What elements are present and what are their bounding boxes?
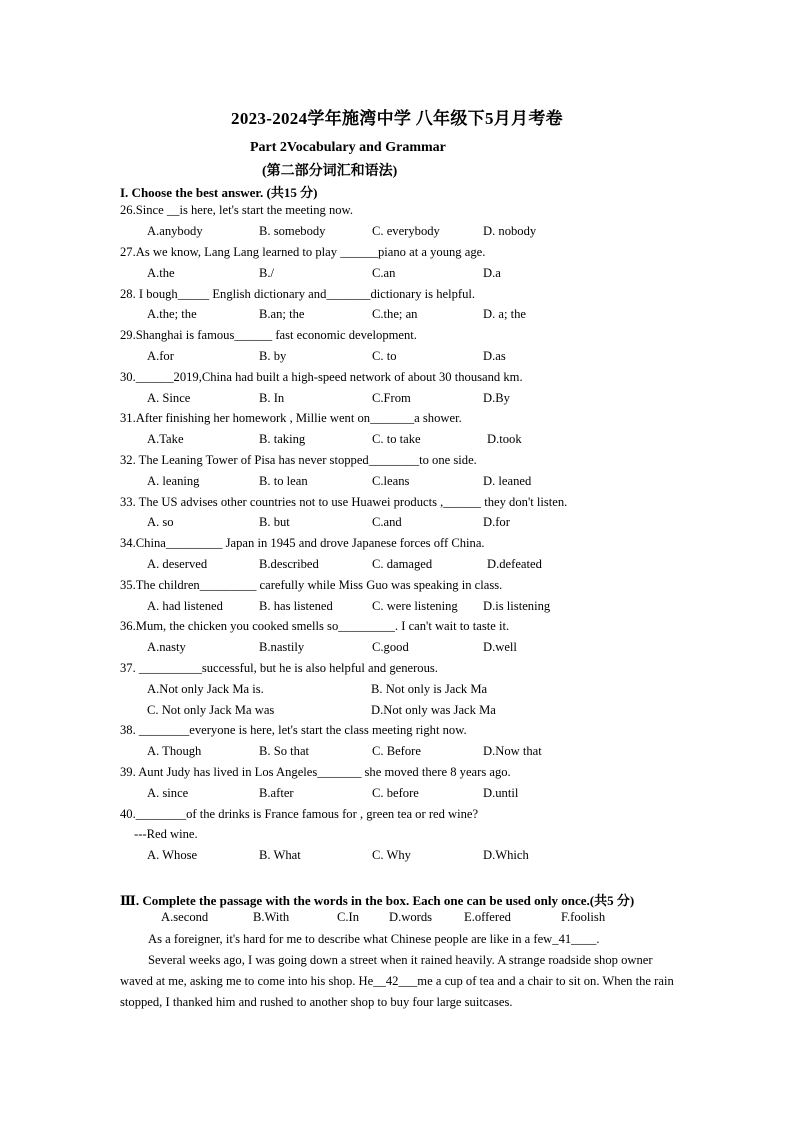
word-box-item: C.In (337, 910, 360, 924)
question-27-options (147, 266, 687, 284)
question-34-options (147, 557, 687, 575)
option-c: C. damaged (372, 557, 433, 571)
option-c: C. before (372, 786, 419, 800)
option-c: C. to (372, 349, 397, 363)
option-b: B. taking (259, 432, 306, 446)
question-33-options (147, 515, 687, 533)
option-a: A. had listened (147, 599, 223, 613)
option-a: A. since (147, 786, 189, 800)
option-d: D.By (483, 391, 510, 405)
question-35-stem: 35.The children_________ carefully while Miss Guo was speaking in class. (120, 578, 503, 592)
question-37-options-row1 (147, 682, 687, 700)
option-b: B. Not only is Jack Ma (371, 682, 488, 696)
option-b: B. but (259, 515, 290, 529)
question-40-answer-line: ---Red wine. (134, 827, 198, 841)
option-d: D.a (483, 266, 501, 280)
option-a: A.the; the (147, 307, 197, 321)
question-39-options (147, 786, 687, 804)
option-a: A. so (147, 515, 174, 529)
option-d: D.for (483, 515, 510, 529)
option-d: D.Now that (483, 744, 542, 758)
option-a: A.for (147, 349, 174, 363)
question-29-stem: 29.Shanghai is famous______ fast economic development. (120, 328, 417, 342)
option-a: A. Whose (147, 848, 198, 862)
option-b: B.after (259, 786, 294, 800)
option-c: C. Why (372, 848, 411, 862)
word-box-item: B.With (253, 910, 290, 924)
word-box-item: D.words (389, 910, 433, 924)
section3-heading: Ⅲ. Complete the passage with the words in the box. Each one can be used only once.(共5 分) (120, 893, 635, 908)
option-c: C.and (372, 515, 402, 529)
question-38-options (147, 744, 687, 762)
question-26-stem: 26.Since __is here, let's start the meeting now. (120, 203, 353, 217)
question-31-stem: 31.After finishing her homework , Millie went on_______a shower. (120, 411, 462, 425)
question-35-options (147, 599, 687, 617)
question-27-stem: 27.As we know, Lang Lang learned to play ______piano at a young age. (120, 245, 486, 259)
option-b: B. to lean (259, 474, 308, 488)
option-b: B. What (259, 848, 301, 862)
question-38-stem: 38. ________everyone is here, let's start the class meeting right now. (120, 723, 467, 737)
option-b: B.described (259, 557, 319, 571)
option-a: A. leaning (147, 474, 200, 488)
option-a: A.the (147, 266, 175, 280)
option-c: C.an (372, 266, 396, 280)
option-d: D. nobody (483, 224, 537, 238)
question-40-options (147, 848, 687, 866)
exam-title: 2023-2024学年施湾中学 八年级下5月月考卷 (231, 109, 563, 128)
question-32-options (147, 474, 687, 492)
option-d: D.as (483, 349, 506, 363)
option-a: A. Though (147, 744, 202, 758)
question-32-stem: 32. The Leaning Tower of Pisa has never stopped________to one side. (120, 453, 477, 467)
question-30-stem: 30.______2019,China had built a high-speed network of about 30 thousand km. (120, 370, 523, 384)
word-box (161, 910, 641, 928)
passage-paragraph-2: Several weeks ago, I was going down a street when it rained heavily. A strange roadside shop owner waved at me, asking me to come into his shop. He__42___me a cup of tea and a chair to sit on. When the rain stopped, I thanked him and rushed to another shop to buy four large suitcases. (120, 953, 674, 1009)
option-d: D.defeated (487, 557, 542, 571)
option-d: D.well (483, 640, 517, 654)
question-36-stem: 36.Mum, the chicken you cooked smells so_________. I can't wait to taste it. (120, 619, 510, 633)
question-36-options (147, 640, 687, 658)
question-28-options (147, 307, 687, 325)
word-box-item: E.offered (464, 910, 511, 924)
question-40-stem: 40.________of the drinks is France famous for , green tea or red wine? (120, 807, 479, 821)
option-c: C.good (372, 640, 409, 654)
option-a: A.Not only Jack Ma is. (147, 682, 264, 696)
option-c: C.the; an (372, 307, 418, 321)
section1-heading: I. Choose the best answer. (共15 分) (120, 185, 318, 200)
option-b: B.nastily (259, 640, 305, 654)
option-a: A.anybody (147, 224, 203, 238)
option-a: A. deserved (147, 557, 208, 571)
option-c: C. to take (372, 432, 421, 446)
option-d: D.Which (483, 848, 529, 862)
option-b: B./ (259, 266, 275, 280)
option-d: D.is listening (483, 599, 551, 613)
option-c: C.leans (372, 474, 410, 488)
option-a: A. Since (147, 391, 191, 405)
option-d: D.Not only was Jack Ma (371, 703, 496, 717)
question-30-options (147, 391, 687, 409)
option-b: B. In (259, 391, 285, 405)
option-b: B. by (259, 349, 287, 363)
question-39-stem: 39. Aunt Judy has lived in Los Angeles_______ she moved there 8 years ago. (120, 765, 511, 779)
question-29-options (147, 349, 687, 367)
option-d: D. leaned (483, 474, 532, 488)
option-c: C. Before (372, 744, 421, 758)
option-b: B. So that (259, 744, 310, 758)
option-a: A.Take (147, 432, 184, 446)
option-c: C. everybody (372, 224, 440, 238)
question-28-stem: 28. I bough_____ English dictionary and_______dictionary is helpful. (120, 287, 476, 301)
option-d: D.until (483, 786, 519, 800)
option-b: B. has listened (259, 599, 333, 613)
option-b: B. somebody (259, 224, 326, 238)
part-heading: Part 2Vocabulary and Grammar (250, 140, 446, 155)
question-37-options-row2 (147, 703, 687, 721)
option-a: A.nasty (147, 640, 186, 654)
question-34-stem: 34.China_________ Japan in 1945 and drove Japanese forces off China. (120, 536, 485, 550)
passage-paragraph-1: As a foreigner, it's hard for me to describe what Chinese people are like in a few_41____. (148, 932, 600, 946)
question-37-stem: 37. __________successful, but he is also helpful and generous. (120, 661, 438, 675)
word-box-item: F.foolish (561, 910, 606, 924)
word-box-item: A.second (161, 910, 209, 924)
option-c: C. Not only Jack Ma was (147, 703, 275, 717)
option-c: C.From (372, 391, 411, 405)
question-33-stem: 33. The US advises other countries not to use Huawei products ,______ they don't listen. (120, 495, 568, 509)
option-d: D. a; the (483, 307, 527, 321)
option-c: C. were listening (372, 599, 458, 613)
option-d: D.took (487, 432, 522, 446)
question-31-options (147, 432, 687, 450)
question-26-options (147, 224, 687, 242)
option-b: B.an; the (259, 307, 305, 321)
part-subheading: (第二部分词汇和语法) (262, 164, 398, 179)
